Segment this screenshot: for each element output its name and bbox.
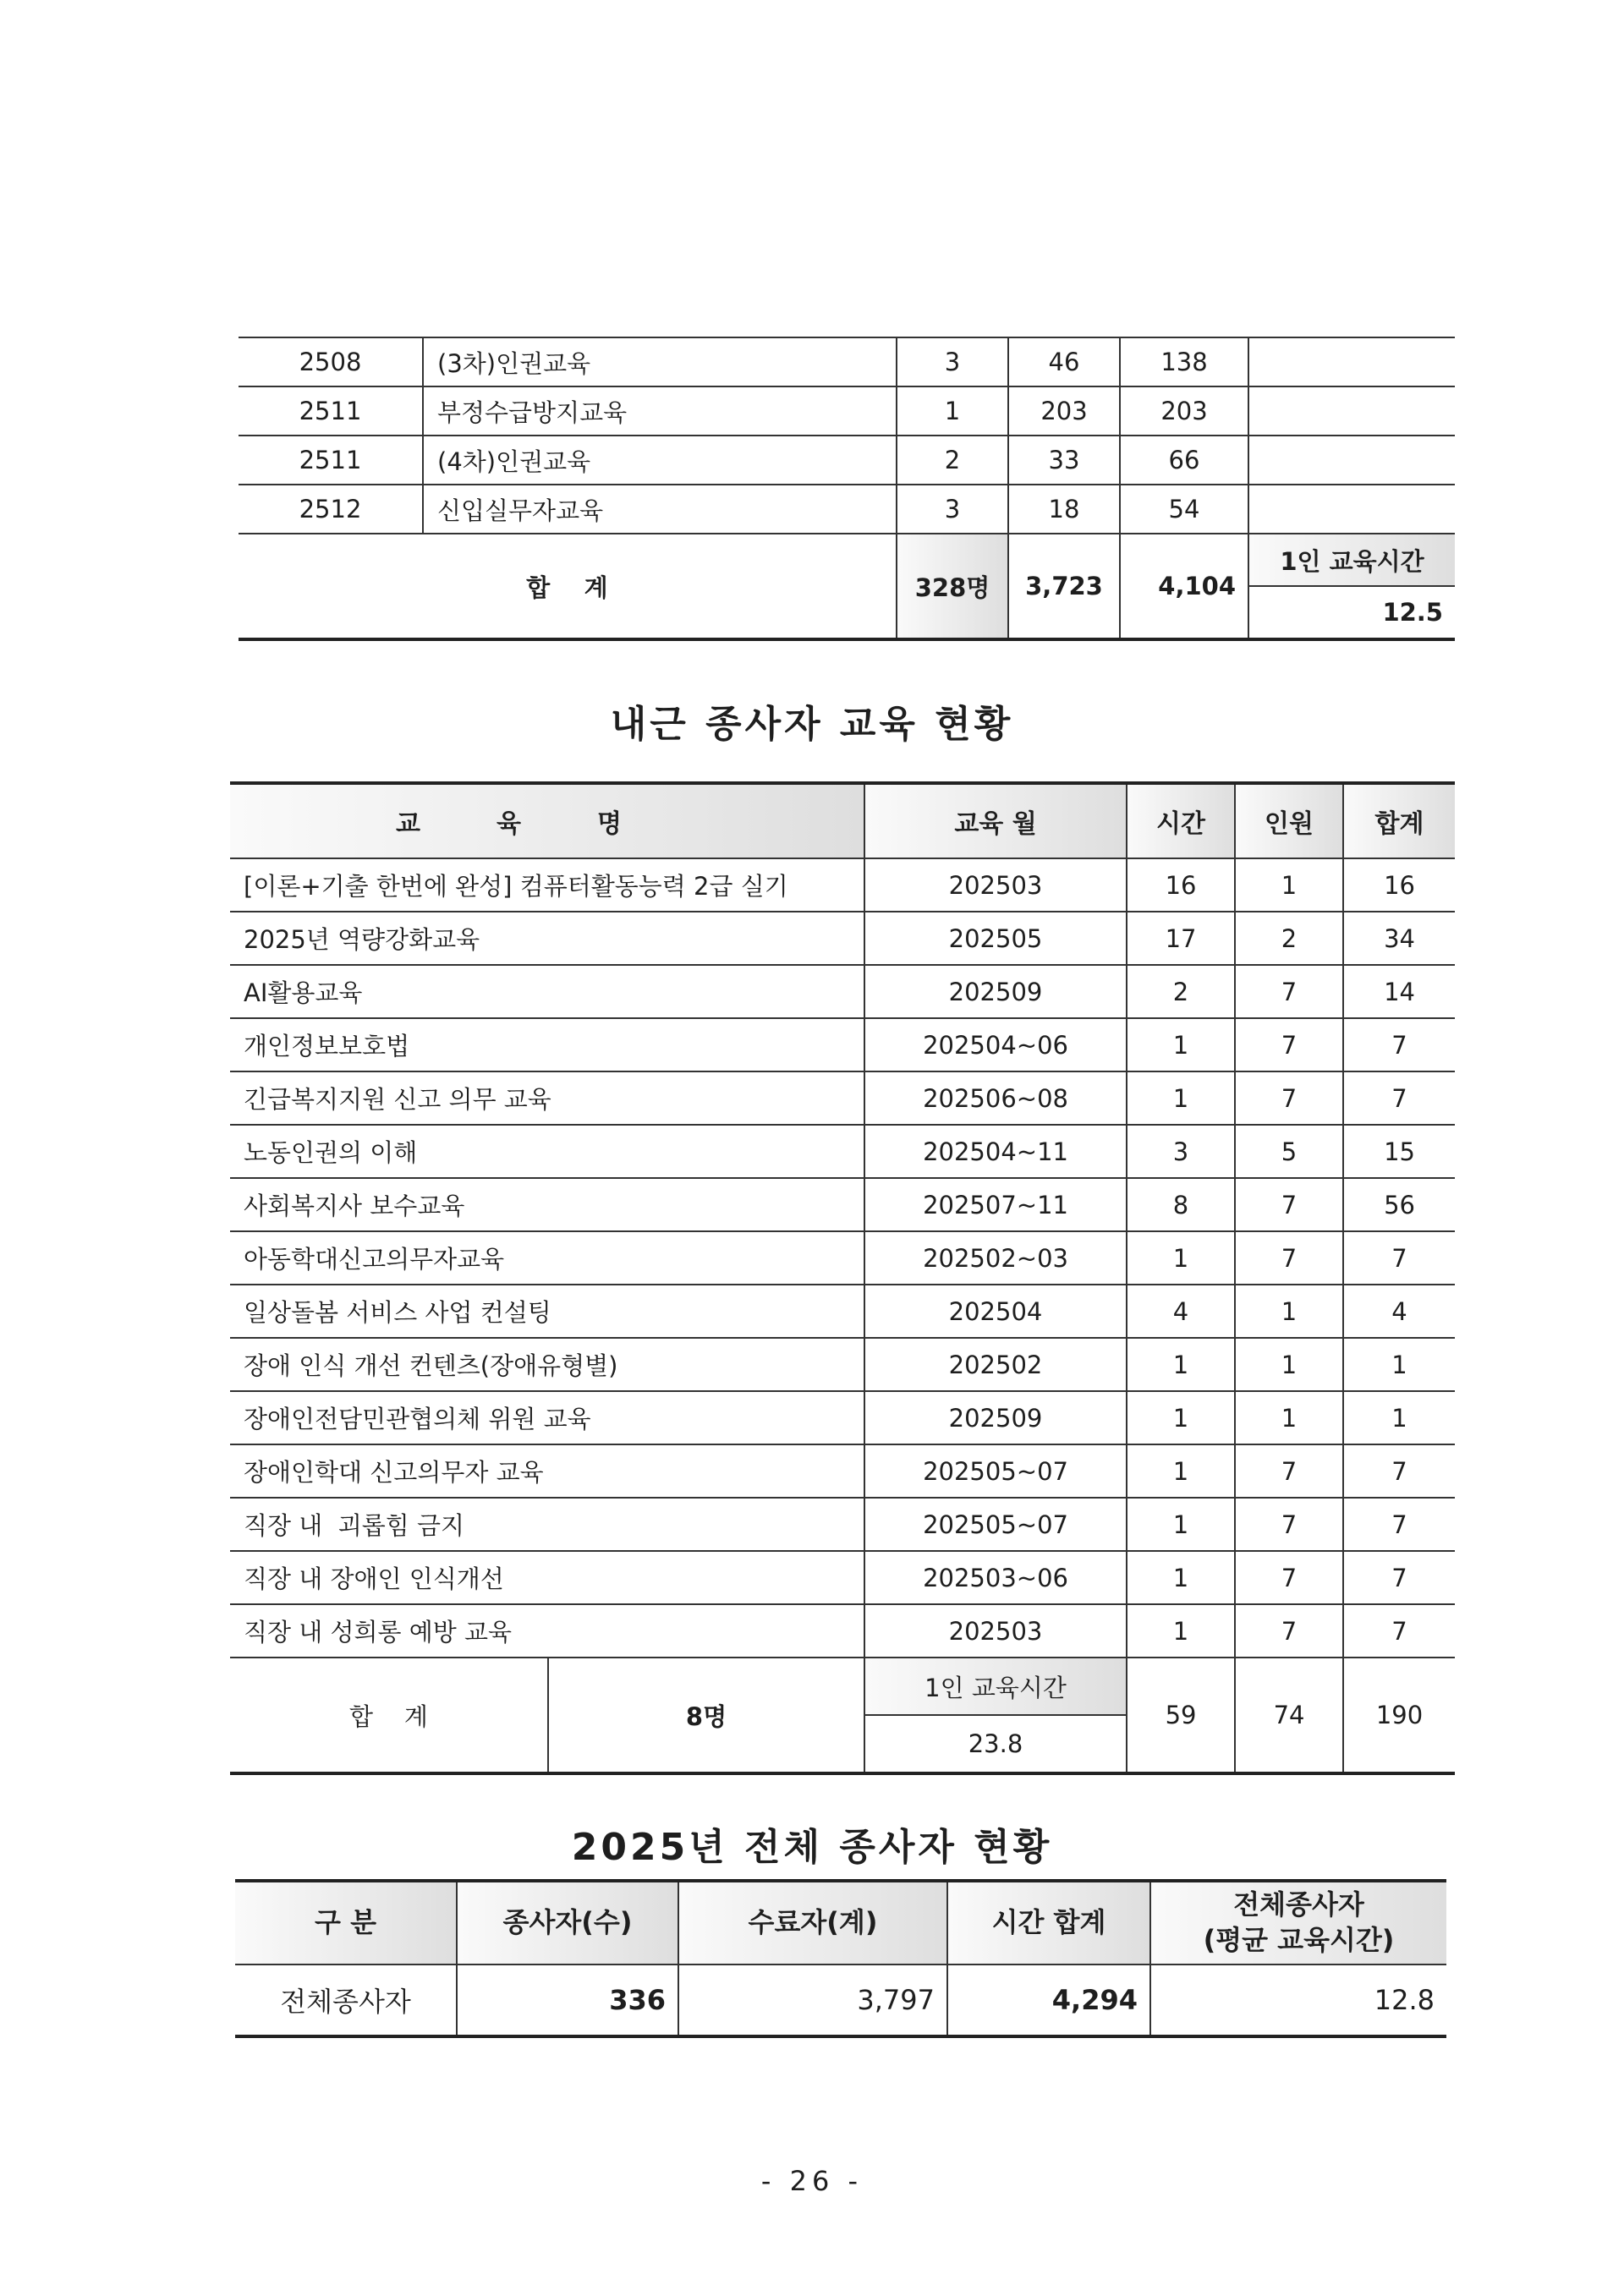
inner-hours: 1 [1127, 1444, 1235, 1498]
header-hours: 시간 [1127, 783, 1235, 858]
prev-sum-c: 4,104 [1120, 534, 1248, 639]
inner-people: 7 [1235, 1071, 1343, 1125]
inner-people: 7 [1235, 1444, 1343, 1498]
inner-month: 202502 [864, 1338, 1127, 1391]
inner-total: 14 [1343, 965, 1455, 1018]
inner-people: 7 [1235, 1178, 1343, 1231]
prev-empty-cell [1248, 436, 1455, 485]
inner-sum-people: 74 [1235, 1658, 1343, 1773]
inner-month: 202509 [864, 1391, 1127, 1444]
inner-row [230, 1338, 1455, 1391]
inner-sum-row [230, 1658, 1455, 1715]
prev-empty-cell [1248, 386, 1455, 436]
inner-total: 7 [1343, 1231, 1455, 1285]
inner-row [230, 1551, 1455, 1604]
inner-hours: 1 [1127, 1391, 1235, 1444]
inner-people: 1 [1235, 1285, 1343, 1338]
header-people: 인원 [1235, 783, 1343, 858]
overall-staff: 336 [457, 1964, 678, 2036]
inner-name: 직장 내 괴롭힘 금지 [230, 1498, 864, 1551]
prev-row [239, 436, 1455, 485]
inner-hours: 1 [1127, 1551, 1235, 1604]
prev-name: 신입실무자교육 [423, 485, 897, 534]
inner-row [230, 912, 1455, 965]
inner-total: 1 [1343, 1391, 1455, 1444]
inner-month: 202506~08 [864, 1071, 1127, 1125]
prev-count: 3 [897, 337, 1008, 386]
inner-row [230, 1071, 1455, 1125]
inner-total: 4 [1343, 1285, 1455, 1338]
previous-training-table [239, 337, 1455, 641]
inner-people: 7 [1235, 1018, 1343, 1071]
page-number: - 26 - [760, 2165, 864, 2197]
inner-row [230, 1444, 1455, 1498]
inner-name: 2025년 역량강화교육 [230, 912, 864, 965]
inner-name: 직장 내 장애인 인식개선 [230, 1551, 864, 1604]
header-name: 교육명 [230, 783, 864, 858]
inner-hours: 3 [1127, 1125, 1235, 1178]
prev-count: 2 [897, 436, 1008, 485]
prev-empty-cell [1248, 485, 1455, 534]
prev-total: 66 [1120, 436, 1248, 485]
inner-total: 7 [1343, 1551, 1455, 1604]
inner-month: 202504~11 [864, 1125, 1127, 1178]
overall-header-row [235, 1881, 1446, 1964]
prev-total: 138 [1120, 337, 1248, 386]
inner-staff-training-table [230, 781, 1455, 1775]
inner-name: 직장 내 성희롱 예방 교육 [230, 1604, 864, 1658]
inner-people: 7 [1235, 1604, 1343, 1658]
header-average: 전체종사자 (평균 교육시간) [1150, 1881, 1446, 1964]
inner-month: 202504 [864, 1285, 1127, 1338]
inner-staff-title: 내근 종사자 교육 현황 [610, 703, 1014, 746]
inner-month: 202504~06 [864, 1018, 1127, 1071]
header-month: 교육 월 [864, 783, 1127, 858]
prev-row [239, 337, 1455, 386]
inner-total: 34 [1343, 912, 1455, 965]
inner-people: 5 [1235, 1125, 1343, 1178]
inner-hours: 8 [1127, 1178, 1235, 1231]
inner-total: 1 [1343, 1338, 1455, 1391]
prev-per-person-label: 1인 교육시간 [1248, 534, 1455, 586]
prev-people: 203 [1008, 386, 1120, 436]
inner-hours: 1 [1127, 1498, 1235, 1551]
prev-code: 2511 [239, 436, 423, 485]
inner-people: 7 [1235, 1498, 1343, 1551]
prev-total: 54 [1120, 485, 1248, 534]
inner-sum-people-count: 8명 [548, 1658, 864, 1773]
inner-row [230, 1125, 1455, 1178]
inner-header-row [230, 783, 1455, 858]
inner-name: 사회복지사 보수교육 [230, 1178, 864, 1231]
prev-row [239, 485, 1455, 534]
inner-sum-label: 합 계 [230, 1658, 548, 1773]
inner-row [230, 858, 1455, 912]
inner-total: 7 [1343, 1018, 1455, 1071]
overall-row [235, 1964, 1446, 2036]
prev-people: 33 [1008, 436, 1120, 485]
prev-per-person-value: 12.5 [1248, 586, 1455, 639]
inner-hours: 1 [1127, 1604, 1235, 1658]
inner-total: 15 [1343, 1125, 1455, 1178]
overall-completed: 3,797 [678, 1964, 947, 2036]
inner-row [230, 1391, 1455, 1444]
prev-name: (3차)인권교육 [423, 337, 897, 386]
prev-count: 3 [897, 485, 1008, 534]
inner-name: 노동인권의 이해 [230, 1125, 864, 1178]
inner-month: 202505~07 [864, 1444, 1127, 1498]
inner-month: 202503 [864, 1604, 1127, 1658]
inner-total: 7 [1343, 1071, 1455, 1125]
inner-month: 202502~03 [864, 1231, 1127, 1285]
overall-average: 12.8 [1150, 1964, 1446, 2036]
inner-per-person-label: 1인 교육시간 [864, 1658, 1127, 1715]
inner-name: 장애인학대 신고의무자 교육 [230, 1444, 864, 1498]
inner-per-person-value: 23.8 [864, 1715, 1127, 1773]
inner-name: 일상돌봄 서비스 사업 컨설팅 [230, 1285, 864, 1338]
inner-hours: 1 [1127, 1231, 1235, 1285]
prev-sum-b: 3,723 [1008, 534, 1120, 639]
inner-people: 7 [1235, 1551, 1343, 1604]
inner-name: 아동학대신고의무자교육 [230, 1231, 864, 1285]
inner-hours: 4 [1127, 1285, 1235, 1338]
inner-row [230, 965, 1455, 1018]
inner-people: 2 [1235, 912, 1343, 965]
inner-hours: 2 [1127, 965, 1235, 1018]
inner-hours: 1 [1127, 1071, 1235, 1125]
inner-people: 1 [1235, 1338, 1343, 1391]
prev-people: 18 [1008, 485, 1120, 534]
inner-total: 56 [1343, 1178, 1455, 1231]
prev-code: 2511 [239, 386, 423, 436]
inner-row [230, 1231, 1455, 1285]
inner-row [230, 1018, 1455, 1071]
inner-row [230, 1178, 1455, 1231]
header-category: 구 분 [235, 1881, 457, 1964]
prev-total: 203 [1120, 386, 1248, 436]
inner-name: AI활용교육 [230, 965, 864, 1018]
inner-people: 7 [1235, 1231, 1343, 1285]
inner-row [230, 1498, 1455, 1551]
prev-code: 2508 [239, 337, 423, 386]
overall-staff-title: 2025년 전체 종사자 현황 [571, 1826, 1053, 1869]
inner-row [230, 1285, 1455, 1338]
inner-hours: 1 [1127, 1018, 1235, 1071]
inner-hours: 16 [1127, 858, 1235, 912]
overall-staff-table [235, 1879, 1446, 2038]
inner-total: 7 [1343, 1498, 1455, 1551]
header-completed: 수료자(계) [678, 1881, 947, 1964]
inner-name: 장애 인식 개선 컨텐츠(장애유형별) [230, 1338, 864, 1391]
overall-hours: 4,294 [947, 1964, 1150, 2036]
prev-people: 46 [1008, 337, 1120, 386]
header-staff: 종사자(수) [457, 1881, 678, 1964]
inner-month: 202503~06 [864, 1551, 1127, 1604]
inner-name: 장애인전담민관협의체 위원 교육 [230, 1391, 864, 1444]
inner-name: 긴급복지지원 신고 의무 교육 [230, 1071, 864, 1125]
prev-sum-label: 합 계 [239, 534, 897, 639]
inner-total: 16 [1343, 858, 1455, 912]
inner-hours: 17 [1127, 912, 1235, 965]
header-total: 합계 [1343, 783, 1455, 858]
inner-total: 7 [1343, 1604, 1455, 1658]
inner-name: 개인정보보호법 [230, 1018, 864, 1071]
prev-count: 1 [897, 386, 1008, 436]
prev-code: 2512 [239, 485, 423, 534]
inner-sum-total: 190 [1343, 1658, 1455, 1773]
prev-sum-people: 328명 [897, 534, 1008, 639]
inner-row [230, 1604, 1455, 1658]
inner-month: 202505~07 [864, 1498, 1127, 1551]
inner-month: 202503 [864, 858, 1127, 912]
prev-row [239, 386, 1455, 436]
inner-month: 202505 [864, 912, 1127, 965]
inner-hours: 1 [1127, 1338, 1235, 1391]
prev-empty-cell [1248, 337, 1455, 386]
header-hours-sum: 시간 합계 [947, 1881, 1150, 1964]
prev-name: 부정수급방지교육 [423, 386, 897, 436]
inner-month: 202507~11 [864, 1178, 1127, 1231]
inner-month: 202509 [864, 965, 1127, 1018]
inner-name: [이론+기출 한번에 완성] 컴퓨터활동능력 2급 실기 [230, 858, 864, 912]
inner-total: 7 [1343, 1444, 1455, 1498]
inner-people: 1 [1235, 1391, 1343, 1444]
inner-people: 7 [1235, 965, 1343, 1018]
inner-people: 1 [1235, 858, 1343, 912]
inner-sum-hours: 59 [1127, 1658, 1235, 1773]
prev-sum-row [239, 534, 1455, 586]
overall-category: 전체종사자 [235, 1964, 457, 2036]
prev-name: (4차)인권교육 [423, 436, 897, 485]
